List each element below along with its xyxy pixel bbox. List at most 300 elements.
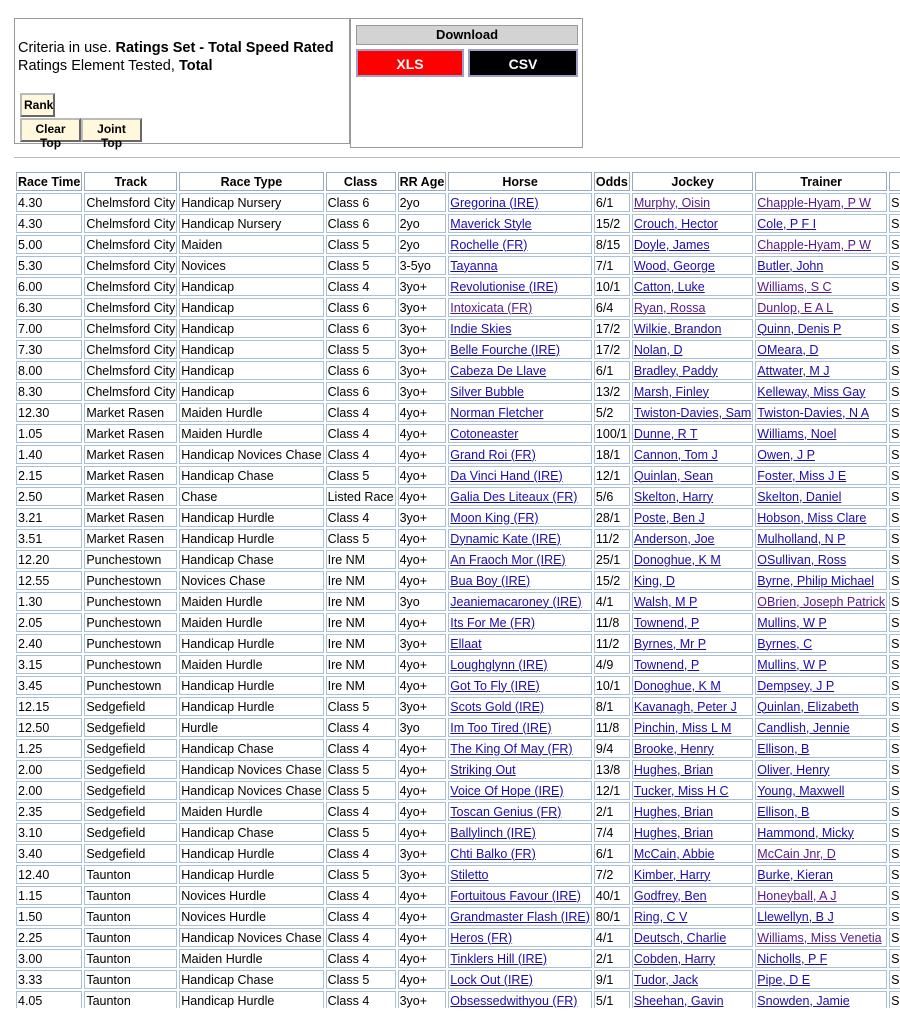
table-row <box>16 634 900 653</box>
cell-track: Market Rasen <box>84 487 177 506</box>
cell-jockey <box>632 193 753 212</box>
cell-race-type: Handicap Nursery <box>179 193 323 212</box>
cell-extra: S <box>889 256 900 275</box>
horse-link[interactable]: Jeaniemacaroney (IRE) <box>450 594 582 609</box>
horse-link[interactable]: Got To Fly (IRE) <box>450 678 540 693</box>
trainer-link[interactable]: McCain Jnr, D <box>757 846 836 861</box>
joint-top-button[interactable]: Joint Top <box>81 118 142 142</box>
jockey-link[interactable]: Wilkie, Brandon <box>633 321 722 336</box>
cell-race-type: Handicap Hurdle <box>179 676 323 695</box>
jockey-link[interactable]: Hughes, Brian <box>633 804 714 819</box>
cell-class: Class 4 <box>326 718 396 737</box>
table-row <box>16 550 900 569</box>
jockey-link[interactable]: Deutsch, Charlie <box>633 930 727 945</box>
cell-class: Ire NM <box>326 550 396 569</box>
cell-extra: S <box>889 361 900 380</box>
cell-race-type: Maiden Hurdle <box>179 592 323 611</box>
jockey-link[interactable]: Cobden, Harry <box>633 951 716 966</box>
cell-trainer <box>755 340 887 359</box>
trainer-link[interactable]: Williams, Noel <box>757 426 837 441</box>
cell-track: Sedgefield <box>84 802 177 821</box>
horse-link[interactable]: Obsessedwithyou (FR) <box>450 993 578 1008</box>
jockey-link[interactable]: Kavanagh, Peter J <box>633 699 737 714</box>
trainer-link[interactable]: Pipe, D E <box>757 972 811 987</box>
trainer-link[interactable]: Mullins, W P <box>757 657 827 672</box>
cell-track: Punchestown <box>84 592 177 611</box>
cell-race-time: 2.05 <box>16 613 82 632</box>
cell-track: Market Rasen <box>84 529 177 548</box>
cell-odds: 7/4 <box>594 823 630 842</box>
cell-horse <box>448 550 592 569</box>
table-row <box>16 844 900 863</box>
cell-trainer <box>755 424 887 443</box>
horse-link[interactable]: Silver Bubble <box>450 384 524 399</box>
cell-jockey <box>632 445 753 464</box>
trainer-link[interactable]: Dunlop, E A L <box>757 300 834 315</box>
table-row <box>16 214 900 233</box>
trainer-link[interactable]: Ellison, B <box>757 804 810 819</box>
cell-odds: 100/1 <box>594 424 630 443</box>
horse-link[interactable]: Loughglynn (IRE) <box>450 657 548 672</box>
horse-link[interactable]: Gregorina (IRE) <box>450 195 539 210</box>
cell-odds: 2/1 <box>594 802 630 821</box>
cell-extra: S <box>889 781 900 800</box>
csv-download-button[interactable]: CSV <box>468 49 578 77</box>
cell-track: Chelmsford City <box>84 319 177 338</box>
trainer-link[interactable]: Foster, Miss J E <box>757 468 847 483</box>
cell-odds: 12/1 <box>594 466 630 485</box>
horse-link[interactable]: Stiletto <box>450 867 489 882</box>
horse-link[interactable]: Toscan Genius (FR) <box>450 804 562 819</box>
table-row <box>16 403 900 422</box>
cell-odds: 4/1 <box>594 592 630 611</box>
cell-race-type: Handicap Hurdle <box>179 529 323 548</box>
cell-track: Punchestown <box>84 571 177 590</box>
cell-jockey <box>632 277 753 296</box>
horse-link[interactable]: Ballylinch (IRE) <box>450 825 536 840</box>
trainer-link[interactable]: Burke, Kieran <box>757 867 834 882</box>
jockey-link[interactable]: Tudor, Jack <box>633 972 699 987</box>
cell-trainer <box>755 256 887 275</box>
cell-race-type: Handicap Hurdle <box>179 634 323 653</box>
cell-horse <box>448 508 592 527</box>
jockey-link[interactable]: Quinlan, Sean <box>633 468 714 483</box>
cell-race-type: Maiden Hurdle <box>179 613 323 632</box>
cell-trainer <box>755 697 887 716</box>
cell-race-type: Handicap <box>179 382 323 401</box>
cell-extra: S <box>889 466 900 485</box>
horse-link[interactable]: Tayanna <box>450 258 498 273</box>
jockey-link[interactable]: Dunne, R T <box>633 426 698 441</box>
trainer-link[interactable]: Quinlan, Elizabeth <box>757 699 859 714</box>
horse-link[interactable]: Scots Gold (IRE) <box>450 699 545 714</box>
cell-rr-age: 2yo <box>398 235 447 254</box>
cell-jockey <box>632 424 753 443</box>
trainer-link[interactable]: Attwater, M J <box>757 363 830 378</box>
cell-extra: S <box>889 844 900 863</box>
cell-race-type: Handicap <box>179 361 323 380</box>
cell-track: Sedgefield <box>84 760 177 779</box>
cell-rr-age: 4yo+ <box>398 949 447 968</box>
trainer-link[interactable]: Hobson, Miss Clare <box>757 510 867 525</box>
jockey-link[interactable]: Murphy, Oisin <box>633 195 711 210</box>
cell-track: Chelmsford City <box>84 193 177 212</box>
trainer-link[interactable]: Chapple-Hyam, P W <box>757 237 871 252</box>
jockey-link[interactable]: Donoghue, K M <box>633 552 721 567</box>
cell-jockey <box>632 802 753 821</box>
trainer-link[interactable]: Honeyball, A J <box>757 888 837 903</box>
cell-race-type: Novices Chase <box>179 571 323 590</box>
cell-rr-age: 3yo <box>398 718 447 737</box>
cell-track: Punchestown <box>84 634 177 653</box>
cell-race-time: 7.30 <box>16 340 82 359</box>
cell-rr-age: 4yo+ <box>398 760 447 779</box>
cell-jockey <box>632 907 753 926</box>
jockey-link[interactable]: Doyle, James <box>633 237 710 252</box>
cell-odds: 15/2 <box>594 214 630 233</box>
cell-jockey <box>632 550 753 569</box>
cell-horse <box>448 403 592 422</box>
cell-horse <box>448 529 592 548</box>
cell-jockey <box>632 760 753 779</box>
jockey-link[interactable]: Ring, C V <box>633 909 688 924</box>
jockey-link[interactable]: Catton, Luke <box>633 279 705 294</box>
table-row <box>16 445 900 464</box>
trainer-link[interactable]: Mullins, W P <box>757 615 827 630</box>
cell-trainer <box>755 592 887 611</box>
jockey-link[interactable]: Poste, Ben J <box>633 510 705 525</box>
trainer-link[interactable]: OSullivan, Ross <box>757 552 847 567</box>
cell-track: Sedgefield <box>84 844 177 863</box>
cell-jockey <box>632 508 753 527</box>
cell-race-type: Novices Hurdle <box>179 907 323 926</box>
horse-link[interactable]: Cotoneaster <box>450 426 519 441</box>
trainer-link[interactable]: Mulholland, N P <box>757 531 846 546</box>
horse-link[interactable]: Indie Skies <box>450 321 512 336</box>
horse-link[interactable]: Belle Fourche (IRE) <box>450 342 561 357</box>
cell-class: Class 4 <box>326 844 396 863</box>
cell-race-time: 12.30 <box>16 403 82 422</box>
table-row <box>16 592 900 611</box>
cell-class: Class 6 <box>326 193 396 212</box>
horse-link[interactable]: Bua Boy (IRE) <box>450 573 531 588</box>
jockey-link[interactable]: Townend, P <box>633 615 700 630</box>
cell-class: Class 4 <box>326 445 396 464</box>
jockey-link[interactable]: Brooke, Henry <box>633 741 714 756</box>
cell-odds: 17/2 <box>594 340 630 359</box>
trainer-link[interactable]: Llewellyn, B J <box>757 909 834 924</box>
cell-trainer <box>755 571 887 590</box>
cell-rr-age: 3yo+ <box>398 697 447 716</box>
trainer-link[interactable]: Byrne, Philip Michael <box>757 573 874 588</box>
trainer-link[interactable]: Dempsey, J P <box>757 678 835 693</box>
cell-class: Class 4 <box>326 403 396 422</box>
xls-download-button[interactable]: XLS <box>356 49 464 77</box>
cell-class: Class 5 <box>326 340 396 359</box>
horse-link[interactable]: Norman Fletcher <box>450 405 544 420</box>
table-row <box>16 613 900 632</box>
trainer-link[interactable]: Hammond, Micky <box>757 825 854 840</box>
cell-rr-age: 4yo+ <box>398 802 447 821</box>
header-race-type: Race Type <box>179 172 323 191</box>
horse-link[interactable]: Cabeza De Llave <box>450 363 547 378</box>
jockey-link[interactable]: Kimber, Harry <box>633 867 711 882</box>
cell-race-type: Chase <box>179 487 323 506</box>
trainer-link[interactable]: Quinn, Denis P <box>757 321 842 336</box>
cell-race-type: Handicap Hurdle <box>179 697 323 716</box>
cell-track: Market Rasen <box>84 424 177 443</box>
cell-jockey <box>632 361 753 380</box>
trainer-link[interactable]: Butler, John <box>757 258 824 273</box>
cell-race-time: 12.20 <box>16 550 82 569</box>
jockey-link[interactable]: Wood, George <box>633 258 715 273</box>
horse-link[interactable]: Lock Out (IRE) <box>450 972 533 987</box>
cell-track: Sedgefield <box>84 781 177 800</box>
cell-class: Class 6 <box>326 361 396 380</box>
cell-race-time: 8.30 <box>16 382 82 401</box>
trainer-link[interactable]: Kelleway, Miss Gay <box>757 384 866 399</box>
cell-race-type: Handicap <box>179 298 323 317</box>
cell-race-time: 2.35 <box>16 802 82 821</box>
trainer-link[interactable]: Owen, J P <box>757 447 815 462</box>
cell-race-time: 5.30 <box>16 256 82 275</box>
trainer-link[interactable]: Chapple-Hyam, P W <box>757 195 871 210</box>
jockey-link[interactable]: Townend, P <box>633 657 700 672</box>
table-row <box>16 319 900 338</box>
trainer-link[interactable]: Candlish, Jennie <box>757 720 850 735</box>
table-row <box>16 529 900 548</box>
cell-odds: 4/1 <box>594 928 630 947</box>
cell-extra: S <box>889 718 900 737</box>
cell-jockey <box>632 718 753 737</box>
header-class: Class <box>326 172 396 191</box>
cell-extra: S <box>889 760 900 779</box>
jockey-link[interactable]: Sheehan, Gavin <box>633 993 724 1008</box>
cell-rr-age: 3yo+ <box>398 382 447 401</box>
cell-horse <box>448 340 592 359</box>
cell-rr-age: 4yo+ <box>398 424 447 443</box>
cell-race-type: Maiden Hurdle <box>179 949 323 968</box>
table-row <box>16 991 900 1008</box>
trainer-link[interactable]: Nicholls, P F <box>757 951 828 966</box>
horse-link[interactable]: Intoxicata (FR) <box>450 300 533 315</box>
jockey-link[interactable]: Hughes, Brian <box>633 762 714 777</box>
cell-trainer <box>755 529 887 548</box>
jockey-link[interactable]: Hughes, Brian <box>633 825 714 840</box>
cell-extra: S <box>889 445 900 464</box>
trainer-link[interactable]: Byrnes, C <box>757 636 813 651</box>
jockey-link[interactable]: King, D <box>633 573 675 588</box>
cell-track: Chelmsford City <box>84 382 177 401</box>
horse-link[interactable]: An Fraoch Mor (IRE) <box>450 552 566 567</box>
cell-rr-age: 3yo+ <box>398 991 447 1008</box>
cell-extra: S <box>889 235 900 254</box>
cell-trainer <box>755 445 887 464</box>
cell-horse <box>448 655 592 674</box>
horse-link[interactable]: Fortuitous Favour (IRE) <box>450 888 581 903</box>
clear-top-button[interactable]: Clear Top <box>20 118 81 142</box>
cell-horse <box>448 634 592 653</box>
jockey-link[interactable]: Crouch, Hector <box>633 216 718 231</box>
horse-link[interactable]: Its For Me (FR) <box>450 615 536 630</box>
cell-race-time: 6.30 <box>16 298 82 317</box>
trainer-link[interactable]: Williams, S C <box>757 279 832 294</box>
table-row <box>16 193 900 212</box>
horse-link[interactable]: Chti Balko (FR) <box>450 846 536 861</box>
cell-jockey <box>632 823 753 842</box>
cell-trainer <box>755 970 887 989</box>
cell-class: Class 4 <box>326 928 396 947</box>
jockey-link[interactable]: Nolan, D <box>633 342 683 357</box>
trainer-link[interactable]: Cole, P F I <box>757 216 817 231</box>
cell-race-type: Handicap Novices Chase <box>179 781 323 800</box>
jockey-link[interactable]: Marsh, Finley <box>633 384 709 399</box>
jockey-link[interactable]: Byrnes, Mr P <box>633 636 707 651</box>
cell-rr-age: 4yo+ <box>398 781 447 800</box>
cell-track: Chelmsford City <box>84 277 177 296</box>
jockey-link[interactable]: Bradley, Paddy <box>633 363 718 378</box>
trainer-link[interactable]: Ellison, B <box>757 741 810 756</box>
cell-horse <box>448 445 592 464</box>
horse-link[interactable]: Revolutionise (IRE) <box>450 279 558 294</box>
cell-horse <box>448 676 592 695</box>
cell-extra: S <box>889 214 900 233</box>
cell-odds: 13/8 <box>594 760 630 779</box>
cell-trainer <box>755 277 887 296</box>
cell-race-time: 3.15 <box>16 655 82 674</box>
cell-race-time: 2.15 <box>16 466 82 485</box>
cell-extra: S <box>889 676 900 695</box>
trainer-link[interactable]: Oliver, Henry <box>757 762 830 777</box>
jockey-link[interactable]: Anderson, Joe <box>633 531 715 546</box>
cell-extra: S <box>889 403 900 422</box>
cell-race-time: 12.50 <box>16 718 82 737</box>
cell-rr-age: 4yo+ <box>398 571 447 590</box>
cell-class: Class 5 <box>326 529 396 548</box>
cell-horse <box>448 466 592 485</box>
cell-class: Ire NM <box>326 613 396 632</box>
jockey-link[interactable]: Godfrey, Ben <box>633 888 707 903</box>
cell-track: Sedgefield <box>84 718 177 737</box>
cell-race-time: 1.15 <box>16 886 82 905</box>
jockey-link[interactable]: McCain, Abbie <box>633 846 715 861</box>
jockey-link[interactable]: Donoghue, K M <box>633 678 721 693</box>
horse-link[interactable]: Grand Roi (FR) <box>450 447 536 462</box>
rank-button[interactable]: Rank <box>20 93 55 117</box>
table-row <box>16 760 900 779</box>
table-row <box>16 655 900 674</box>
cell-trainer <box>755 928 887 947</box>
cell-class: Class 4 <box>326 508 396 527</box>
cell-odds: 7/1 <box>594 256 630 275</box>
trainer-link[interactable]: Young, Maxwell <box>757 783 845 798</box>
trainer-link[interactable]: Skelton, Daniel <box>757 489 842 504</box>
table-row <box>16 949 900 968</box>
cell-class: Class 6 <box>326 382 396 401</box>
cell-extra: S <box>889 319 900 338</box>
cell-track: Market Rasen <box>84 445 177 464</box>
cell-extra: S <box>889 340 900 359</box>
horse-link[interactable]: Ellaat <box>450 636 482 651</box>
cell-trainer <box>755 319 887 338</box>
cell-class: Ire NM <box>326 634 396 653</box>
horse-link[interactable]: The King Of May (FR) <box>450 741 573 756</box>
cell-trainer <box>755 844 887 863</box>
cell-rr-age: 4yo+ <box>398 403 447 422</box>
cell-class: Class 5 <box>326 781 396 800</box>
jockey-link[interactable]: Pinchin, Miss L M <box>633 720 732 735</box>
cell-horse <box>448 298 592 317</box>
table-row <box>16 718 900 737</box>
horse-link[interactable]: Da Vinci Hand (IRE) <box>450 468 563 483</box>
horse-link[interactable]: Rochelle (FR) <box>450 237 528 252</box>
cell-odds: 18/1 <box>594 445 630 464</box>
cell-track: Taunton <box>84 886 177 905</box>
trainer-link[interactable]: Twiston-Davies, N A <box>757 405 870 420</box>
horse-link[interactable]: Maverick Style <box>450 216 532 231</box>
cell-jockey <box>632 991 753 1008</box>
horse-link[interactable]: Striking Out <box>450 762 516 777</box>
cell-class: Class 5 <box>326 256 396 275</box>
cell-trainer <box>755 802 887 821</box>
horse-link[interactable]: Heros (FR) <box>450 930 513 945</box>
trainer-link[interactable]: OBrien, Joseph Patrick <box>757 594 886 609</box>
horse-link[interactable]: Im Too Tired (IRE) <box>450 720 552 735</box>
cell-rr-age: 4yo+ <box>398 655 447 674</box>
cell-extra: S <box>889 634 900 653</box>
cell-race-time: 4.30 <box>16 193 82 212</box>
horse-link[interactable]: Grandmaster Flash (IRE) <box>450 909 590 924</box>
cell-race-type: Hurdle <box>179 718 323 737</box>
cell-race-type: Handicap Nursery <box>179 214 323 233</box>
cell-trainer <box>755 403 887 422</box>
horse-link[interactable]: Galia Des Liteaux (FR) <box>450 489 578 504</box>
trainer-link[interactable]: Williams, Miss Venetia <box>757 930 882 945</box>
jockey-link[interactable]: Tucker, Miss H C <box>633 783 729 798</box>
table-row <box>16 802 900 821</box>
cell-rr-age: 3yo+ <box>398 865 447 884</box>
jockey-link[interactable]: Walsh, M P <box>633 594 698 609</box>
cell-jockey <box>632 613 753 632</box>
jockey-link[interactable]: Ryan, Rossa <box>633 300 706 315</box>
trainer-link[interactable]: Snowden, Jamie <box>757 993 850 1008</box>
jockey-link[interactable]: Skelton, Harry <box>633 489 714 504</box>
cell-class: Class 5 <box>326 760 396 779</box>
cell-jockey <box>632 487 753 506</box>
results-table-container[interactable] <box>14 170 900 1008</box>
horse-link[interactable]: Moon King (FR) <box>450 510 539 525</box>
jockey-link[interactable]: Twiston-Davies, Sam <box>633 405 752 420</box>
horse-link[interactable]: Voice Of Hope (IRE) <box>450 783 564 798</box>
cell-track: Taunton <box>84 970 177 989</box>
cell-odds: 2/1 <box>594 949 630 968</box>
table-header-row <box>16 172 900 191</box>
cell-odds: 7/2 <box>594 865 630 884</box>
jockey-link[interactable]: Cannon, Tom J <box>633 447 718 462</box>
cell-race-type: Handicap Hurdle <box>179 991 323 1008</box>
cell-odds: 40/1 <box>594 886 630 905</box>
cell-rr-age: 3yo+ <box>398 634 447 653</box>
cell-rr-age: 4yo+ <box>398 970 447 989</box>
cell-race-time: 4.05 <box>16 991 82 1008</box>
cell-class: Class 5 <box>326 697 396 716</box>
cell-track: Chelmsford City <box>84 256 177 275</box>
horse-link[interactable]: Tinklers Hill (IRE) <box>450 951 548 966</box>
horse-link[interactable]: Dynamic Kate (IRE) <box>450 531 561 546</box>
trainer-link[interactable]: OMeara, D <box>757 342 819 357</box>
cell-extra: S <box>889 529 900 548</box>
cell-odds: 12/1 <box>594 781 630 800</box>
